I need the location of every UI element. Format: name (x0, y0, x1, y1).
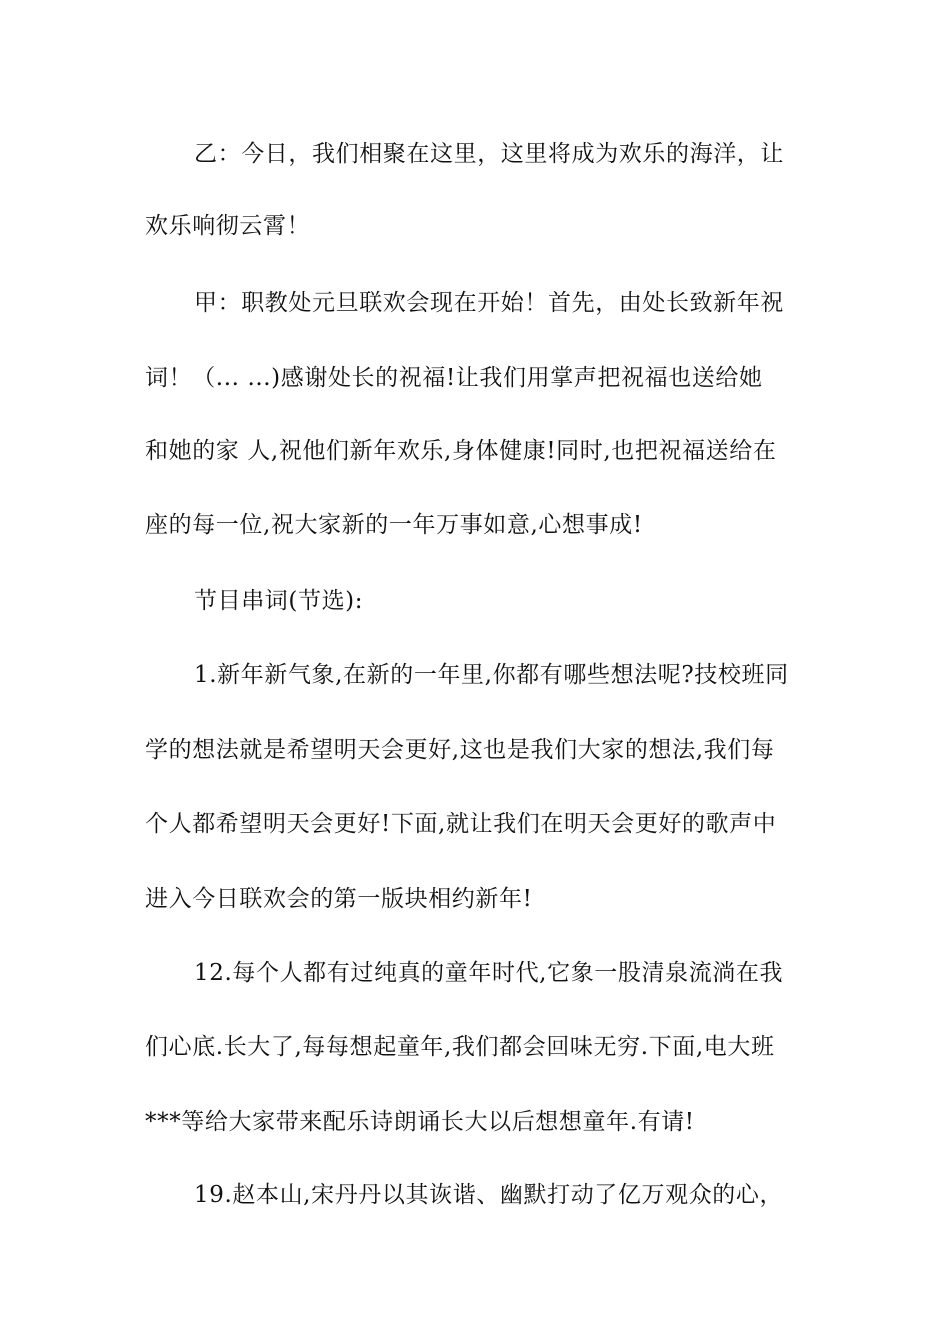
item-1-line-2: 学的想法就是希望明天会更好,这也是我们大家的想法,我们每 (145, 737, 775, 763)
item-19-line-1: 19.赵本山,宋丹丹以其诙谐、幽默打动了亿万观众的心， (194, 1182, 784, 1208)
item-1-line-3: 个人都希望明天会更好!下面,就让我们在明天会更好的歌声中 (145, 811, 777, 837)
item-12-line-2: 们心底.长大了,每每想起童年,我们都会回味无穷.下面,电大班 (145, 1034, 775, 1060)
item-12-line-1: 12.每个人都有过纯真的童年时代,它象一股清泉流淌在我 (194, 960, 784, 986)
section-heading: 节目串词(节选): (194, 588, 364, 614)
paragraph-2-line-2: 词！（... ...)感谢处长的祝福!让我们用掌声把祝福也送给她 (145, 365, 763, 391)
item-1-line-1: 1.新年新气象,在新的一年里,你都有哪些想法呢?技校班同 (194, 662, 789, 688)
paragraph-2-line-4: 座的每一位,祝大家新的一年万事如意,心想事成! (145, 512, 643, 538)
item-1-line-4: 进入今日联欢会的第一版块相约新年! (145, 886, 533, 912)
paragraph-1-line-2: 欢乐响彻云霄！ (145, 213, 311, 239)
paragraph-2-line-3: 和她的家 人,祝他们新年欢乐,身体健康!同时,也把祝福送给在 (145, 438, 777, 464)
item-12-line-3: ***等给大家带来配乐诗朗诵长大以后想想童年.有请! (145, 1109, 695, 1135)
paragraph-1-line-1: 乙：今日，我们相聚在这里，这里将成为欢乐的海洋，让 (194, 141, 784, 167)
paragraph-2-line-1: 甲：职教处元旦联欢会现在开始！首先，由处长致新年祝 (194, 290, 784, 316)
